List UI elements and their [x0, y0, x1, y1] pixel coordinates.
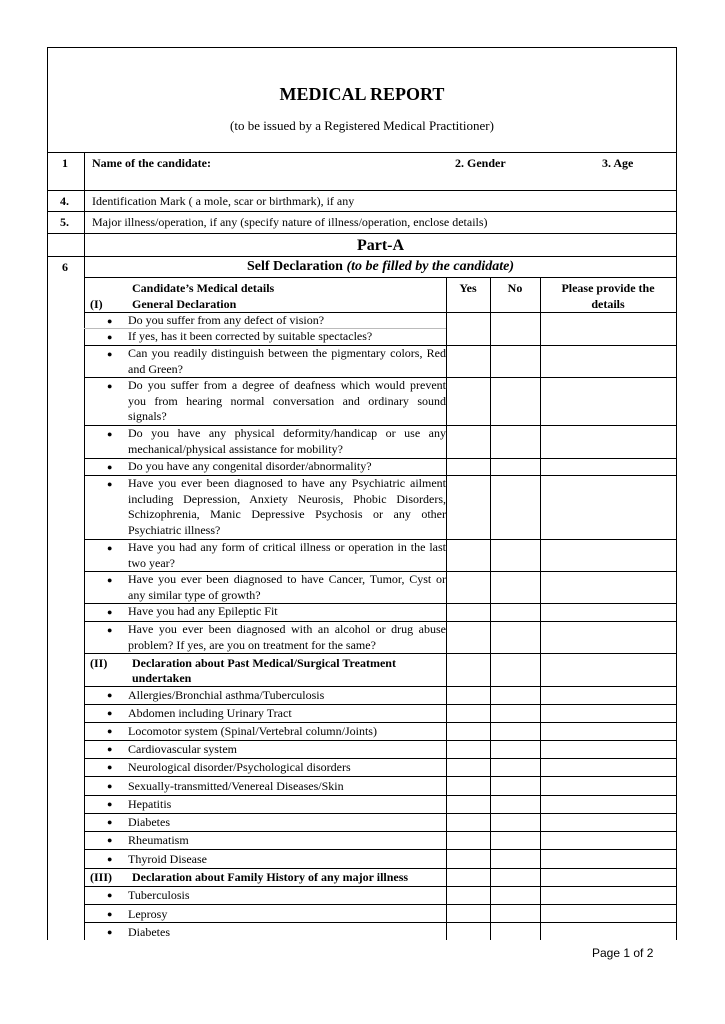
- major-illness-label: Major illness/operation, if any (specify nature of illness/operation, enclose details): [92, 215, 488, 229]
- bullet-icon: ●: [107, 575, 113, 585]
- hline: [84, 704, 677, 705]
- page-title: MEDICAL REPORT: [279, 84, 445, 104]
- bullet-icon: ●: [107, 429, 113, 439]
- hline: [84, 795, 677, 796]
- past-item-label: Cardiovascular system: [128, 742, 237, 756]
- general-question: Do you have any congenital disorder/abnormality?: [128, 459, 372, 473]
- page-number: Page 1 of 2: [592, 946, 654, 960]
- past-item-label: Locomotor system (Spinal/Vertebral column/Joints): [128, 724, 377, 738]
- section-3-number: (III): [90, 870, 113, 884]
- row-5-number: 5.: [60, 215, 69, 229]
- hline: [84, 686, 677, 687]
- frame-left: [47, 47, 48, 940]
- family-item-label: Tuberculosis: [128, 888, 190, 902]
- row-1-number: 1: [62, 156, 68, 170]
- bullet-icon: ●: [107, 799, 113, 809]
- hline: [84, 758, 677, 759]
- row-6-number: 6: [62, 260, 68, 274]
- hline: [47, 190, 677, 191]
- candidate-name-label: Name of the candidate:: [92, 156, 211, 170]
- hline: [47, 256, 677, 257]
- bullet-icon: ●: [107, 726, 113, 736]
- section-1-title: General Declaration: [132, 297, 237, 311]
- bullet-icon: ●: [107, 462, 113, 472]
- bullet-icon: ●: [107, 690, 113, 700]
- column-header-no: No: [507, 281, 523, 295]
- past-item-label: Hepatitis: [128, 797, 172, 811]
- bullet-icon: ●: [107, 332, 113, 342]
- bullet-icon: ●: [107, 316, 113, 326]
- bullet-icon: ●: [107, 927, 113, 937]
- self-declaration-note: (to be filled by the candidate): [346, 259, 515, 274]
- hline: [84, 849, 677, 850]
- hline: [47, 211, 677, 212]
- family-item-label: Diabetes: [128, 925, 170, 939]
- past-item-label: Thyroid Disease: [128, 852, 207, 866]
- past-item-label: Diabetes: [128, 815, 170, 829]
- section-3-title: Declaration about Family History of any major illness: [132, 870, 409, 884]
- section-2-title-line-2: undertaken: [132, 671, 192, 685]
- bullet-icon: ●: [107, 890, 113, 900]
- self-declaration-heading: [84, 259, 677, 275]
- general-question: Do you have any physical deformity/handicap or use any mechanical/physical assistance for mobility?: [128, 426, 446, 456]
- bullet-icon: ●: [107, 762, 113, 772]
- past-item-label: Rheumatism: [128, 833, 189, 847]
- hline: [84, 813, 677, 814]
- past-item-label: Neurological disorder/Psychological disorders: [128, 760, 351, 774]
- past-item-label: Abdomen including Urinary Tract: [128, 706, 292, 720]
- frame-top: [47, 47, 677, 48]
- bullet-icon: ●: [107, 543, 113, 553]
- general-question: Have you ever been diagnosed to have Cancer, Tumor, Cyst or any similar type of growth?: [128, 572, 446, 602]
- bullet-icon: ●: [107, 744, 113, 754]
- self-declaration-title: Self Declaration: [246, 259, 343, 274]
- part-a-title: Part-A: [356, 237, 405, 254]
- general-question: If yes, has it been corrected by suitable spectacles?: [128, 329, 373, 343]
- bullet-icon: ●: [107, 708, 113, 718]
- general-question: Have you ever been diagnosed with an alcohol or drug abuse problem? If yes, are you on treatment for the same?: [128, 622, 446, 652]
- hline: [84, 922, 677, 923]
- hline: [84, 886, 677, 887]
- section-2-title-line-1: Declaration about Past Medical/Surgical Treatment: [132, 656, 396, 670]
- hline: [47, 152, 677, 153]
- hline: [84, 653, 677, 654]
- gender-label: 2. Gender: [455, 156, 506, 170]
- past-item-label: Sexually-transmitted/Venereal Diseases/Skin: [128, 779, 344, 793]
- hline: [84, 776, 677, 777]
- past-item-label: Allergies/Bronchial asthma/Tuberculosis: [128, 688, 325, 702]
- general-question: Have you had any Epileptic Fit: [128, 604, 278, 618]
- hline: [84, 868, 677, 869]
- column-header-yes: Yes: [459, 281, 477, 295]
- bullet-icon: ●: [107, 835, 113, 845]
- family-item-label: Leprosy: [128, 907, 168, 921]
- bullet-icon: ●: [107, 607, 113, 617]
- general-question: Can you readily distinguish between the pigmentary colors, Red and Green?: [128, 346, 446, 376]
- hline: [47, 233, 677, 234]
- bullet-icon: ●: [107, 909, 113, 919]
- general-question: Do you suffer from any defect of vision?: [128, 313, 325, 327]
- section-1-number: (I): [90, 297, 103, 311]
- hline: [84, 722, 677, 723]
- hline: [84, 740, 677, 741]
- row-4-number: 4.: [60, 194, 69, 208]
- column-header-details: Candidate’s Medical details: [132, 281, 275, 295]
- column-header-provide-details-1: Please provide the: [561, 281, 655, 295]
- table-top: [84, 277, 677, 278]
- hline: [84, 904, 677, 905]
- bullet-icon: ●: [107, 479, 113, 489]
- age-label: 3. Age: [602, 156, 634, 170]
- bullet-icon: ●: [107, 817, 113, 827]
- bullet-icon: ●: [107, 781, 113, 791]
- bullet-icon: ●: [107, 381, 113, 391]
- bullet-icon: ●: [107, 349, 113, 359]
- bullet-icon: ●: [107, 854, 113, 864]
- column-header-provide-details-2: details: [591, 297, 625, 311]
- page-subtitle: (to be issued by a Registered Medical Practitioner): [230, 118, 494, 133]
- bullet-icon: ●: [107, 625, 113, 635]
- identification-mark-label: Identification Mark ( a mole, scar or birthmark), if any: [92, 194, 355, 208]
- general-question: Do you suffer from a degree of deafness which would prevent you from hearing normal conversation and ordinary sound signals?: [128, 378, 446, 423]
- general-question: Have you had any form of critical illness or operation in the last two year?: [128, 540, 446, 570]
- section-2-number: (II): [90, 656, 108, 670]
- frame-right: [676, 47, 677, 940]
- hline: [84, 831, 677, 832]
- general-question: Have you ever been diagnosed to have any Psychiatric ailment including Depression, Anxiety Neurosis, Phobic Disorders, Schizophrenia, Manic Depressive Psychosis or any other Psychiatric illness?: [128, 476, 446, 537]
